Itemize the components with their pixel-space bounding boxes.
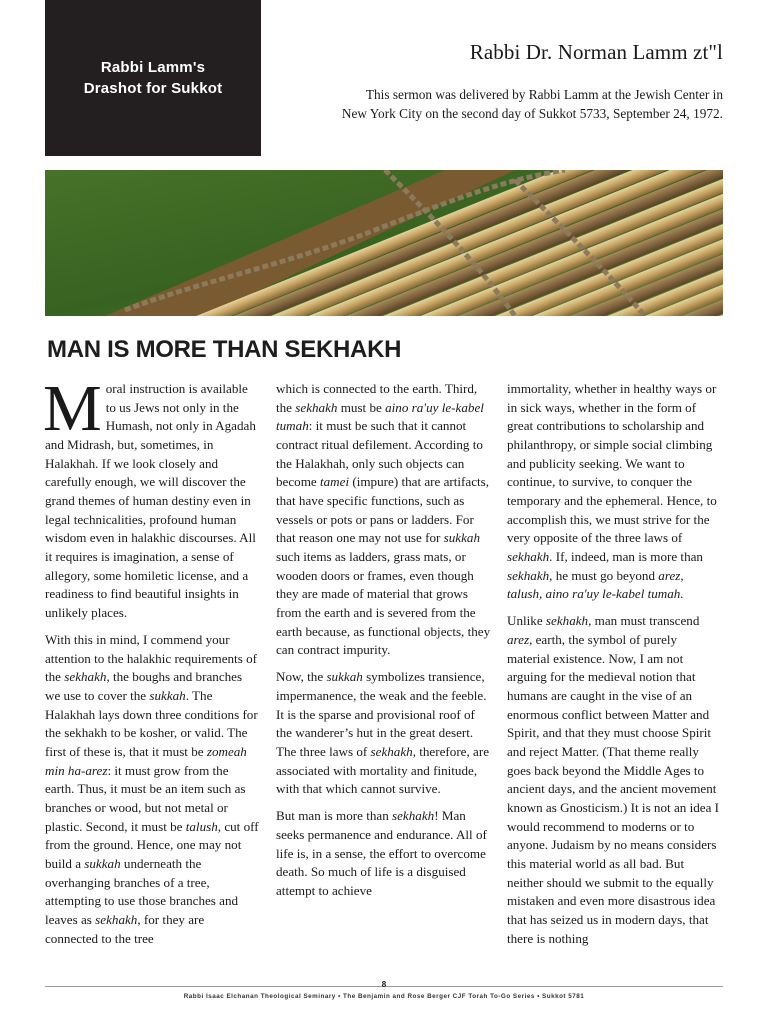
text-run: , cut off from the ground. Hence, one may not build a	[45, 818, 259, 871]
intro-line2: New York City on the second day of Sukkot 5733, September 24, 1972.	[341, 106, 723, 121]
text-column-2	[276, 380, 491, 909]
text-run: : it must grow from the earth. Thus, it must be an item such as branches or wood, but not metal or plastic. Second, it must be	[45, 762, 246, 834]
series-title-line1: Rabbi Lamm's	[100, 59, 206, 76]
italic-term: sukkah	[326, 669, 363, 685]
italic-term: sekhakh	[545, 613, 589, 629]
text-run: symbolizes transience, impermanence, the weak and the feeble. It is the sparse and provisional roof of the wanderer’s hut in the great desert. The three laws of	[276, 669, 487, 759]
text-run: such items as ladders, grass mats, or wooden doors or frames, even though they are made of material that grows from the earth and is severed from the earth because, as functional objects, they can contract impurity.	[276, 548, 491, 658]
paragraph-2	[45, 631, 260, 948]
text-run: , he must go beyond	[549, 567, 659, 583]
italic-term: tamei	[320, 474, 350, 490]
bamboo-banner-image	[45, 170, 723, 316]
italic-term: sukkah	[84, 855, 121, 871]
text-run: which is connected to the earth. Third, the	[276, 381, 478, 415]
intro-line1: This sermon was delivered by Rabbi Lamm at the Jewish Center in	[365, 87, 723, 102]
author-name: Rabbi Dr. Norman Lamm zt"l	[469, 40, 723, 64]
paragraph-4	[276, 668, 491, 799]
italic-term: sekhakh	[392, 808, 435, 824]
text-run: , earth, the symbol of purely material existence. Now, I am not arguing for the medieval notion that humans are caught in the vise of an enormous conflict between Matter and Spirit, and that they must choose Spirit and reject Matter. (That theme really goes back beyond the Middle Ages to ancient days, and the ancient movement known as Gnosticism.) It is not an idea I would recommend to moderns or to anyone. Judaism by no means considers this material world as all bad. But neither should we submit to the equally mistaken and even more disastrous idea that has seized us in modern days, that there is nothing	[507, 632, 720, 946]
text-run: , the boughs and branches we use to cover the	[45, 669, 243, 703]
italic-term: sukkah	[149, 688, 186, 703]
text-run: . The Halakhah lays down three conditions for the sekhakh to be kosher, or valid. The first of these is, that it must be	[45, 688, 258, 759]
footer-series-line: Rabbi Isaac Elchanan Theological Seminary • The Benjamin and Rose Berger CJF Torah To-Go Series • Sukkot 5781	[183, 993, 585, 1000]
italic-term: talush, aino ra'uy le-kabel tumah.	[507, 586, 684, 602]
italic-term: sekhakh	[507, 548, 550, 564]
paragraph-1	[43, 372, 260, 623]
series-title-box	[45, 0, 261, 156]
italic-term: sekhakh	[370, 743, 413, 759]
text-run: oral instruction is available to us Jews not only in the Humash, not only in Agadah and Midrash, but, sometimes, in Halakhah. If we look closely and carefully enough, we will discover the grand themes of human destiny even in legal technicalities, profound human wisdom even in halakhic discourses. All it requires is imagination, a sense of allegory, some homiletic license, and a readiness to find beautiful insights in unlikely places.	[45, 381, 256, 620]
text-run: (impure) that are artifacts, that have specific functions, such as vessels or pots or pans or ladders. For that reason one may not use for	[276, 474, 490, 546]
text-run: underneath the overhanging branches of a tree, attempting to use those branches and leaves as	[45, 855, 239, 927]
text-column-3	[507, 380, 722, 957]
paragraph-3	[276, 380, 491, 660]
text-run: ! Man seeks permanence and endurance. All of life is, in a sense, the effort to overcome death. So much of life is a disguised attempt to achieve	[276, 808, 487, 899]
text-run: must be	[337, 399, 386, 415]
italic-term: sukkah	[443, 530, 480, 546]
italic-term: arez	[507, 632, 530, 648]
text-run: But man is more than	[276, 808, 393, 824]
paragraph-6	[507, 380, 722, 604]
italic-term: sekhakh	[295, 399, 338, 415]
bamboo-sekhakh-mat-photo	[45, 170, 723, 316]
text-run: Unlike	[507, 613, 546, 629]
italic-term: sekhakh	[64, 669, 107, 685]
drop-cap: M	[43, 372, 102, 445]
text-run: With this in mind, I commend your attention to the halakhic requirements of the	[45, 632, 257, 685]
text-run: Now, the	[276, 669, 327, 685]
page-number: 8	[381, 980, 387, 989]
text-run: : it must be such that it cannot contract ritual defilement. According to the Halakhah, only such objects can become	[276, 418, 483, 490]
paragraph-7	[507, 612, 722, 948]
sermon-intro-note	[303, 85, 723, 123]
text-run: ,	[680, 567, 684, 583]
text-run: , therefore, are associated with mortality and finitude, with that which cannot survive.	[276, 743, 490, 797]
series-title	[84, 57, 223, 99]
text-run: immortality, whether in healthy ways or in sick ways, whether in the form of great contributions to scholarship and philanthropy, or simple social climbing and publicity seeking. We want to continue, to survive, to conquer the temporary and the ephemeral. Hence, to accomplish this, we must strive for the very opposite of the three laws of	[507, 381, 717, 546]
paragraph-5	[276, 807, 491, 900]
text-run: . If, indeed, man is more than	[549, 548, 703, 564]
italic-term: aino ra'uy le-kabel tumah	[276, 399, 484, 434]
italic-term: sekhakh	[507, 567, 550, 583]
italic-term: zomeah min ha-arez	[45, 743, 247, 778]
italic-term: arez	[658, 567, 681, 583]
italic-term: talush	[185, 818, 218, 834]
text-run: , for they are connected to the tree	[45, 911, 205, 946]
series-title-line2: Drashot for Sukkot	[83, 80, 223, 97]
article-headline: MAN IS MORE THAN SEKHAKH	[47, 336, 402, 363]
text-column-1	[43, 372, 260, 957]
italic-term: sekhakh	[95, 911, 138, 927]
text-run: , man must transcend	[588, 613, 700, 629]
